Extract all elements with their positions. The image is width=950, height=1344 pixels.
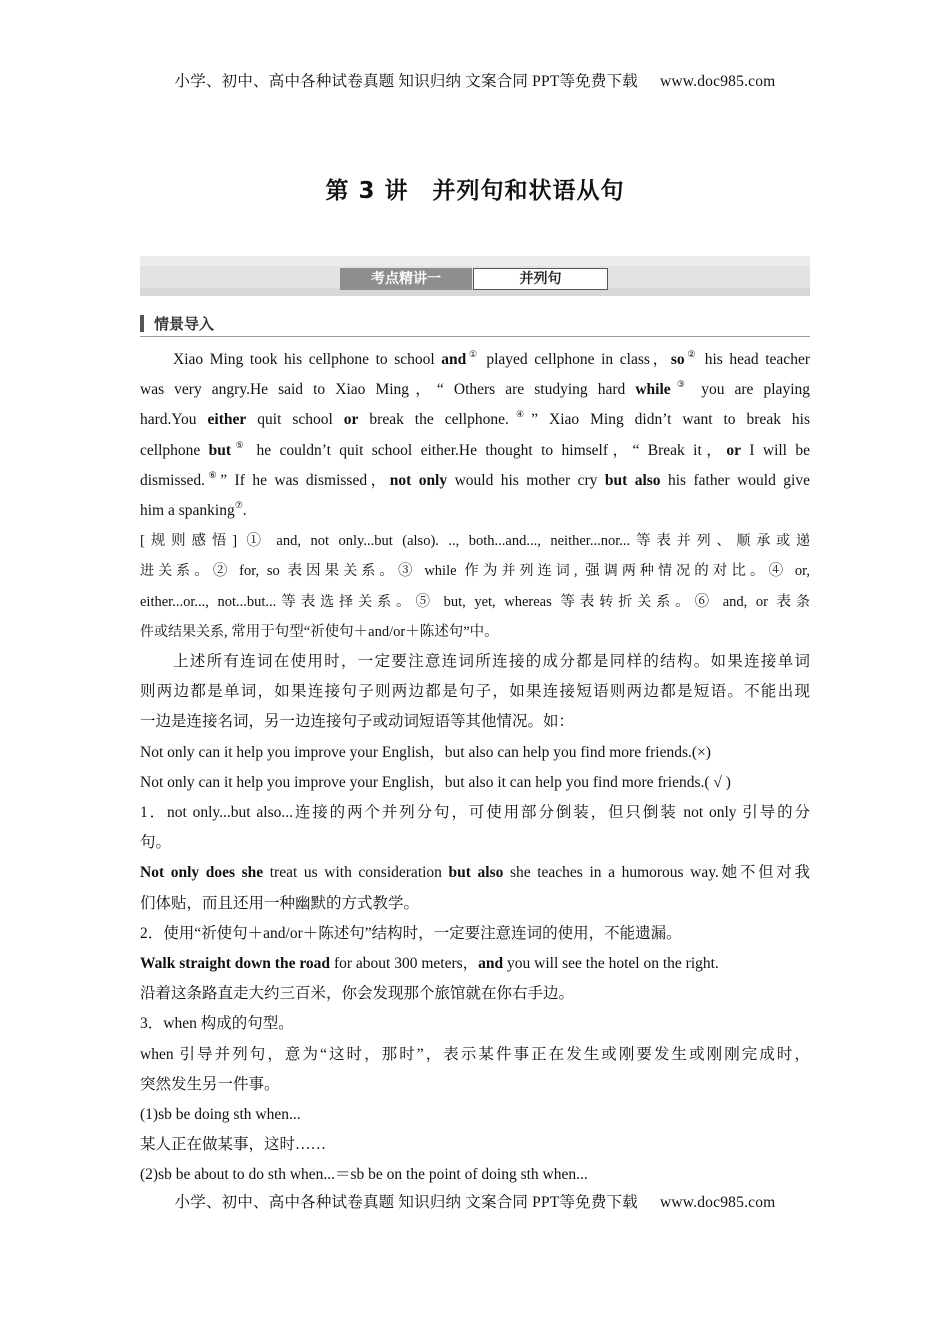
main-content bbox=[140, 345, 810, 1191]
page-header bbox=[0, 69, 950, 91]
story-line: cellphone but⑤ he couldn’t quit school either.He thought to himself，“ Break it，or I will be bbox=[140, 439, 810, 459]
section-band bbox=[140, 256, 810, 296]
heading-marker-icon bbox=[140, 315, 144, 332]
pattern-1-translation: 某人正在做某事，这时…… bbox=[140, 1136, 327, 1154]
point-2-translation: 沿着这条路直走大约三百米，你会发现那个旅馆就在你右手边。 bbox=[140, 985, 575, 1003]
story-line: Xiao Ming took his cellphone to school and① played cellphone in class，so② his head teacher bbox=[173, 349, 810, 368]
band-tab-topic: 考点精讲一 bbox=[340, 268, 472, 290]
point-1-example: Not only does she treat us with consideration but also she teaches in a humorous way.她不但对我 bbox=[140, 864, 810, 882]
rule-line: 件或结果关系, 常用于句型“祈使句＋and/or＋陈述句”中。 bbox=[140, 623, 499, 640]
pattern-1: (1)sb be doing sth when... bbox=[140, 1106, 301, 1124]
header-text: 小学、初中、高中各种试卷真题 知识归纳 文案合同 PPT等免费下载 bbox=[174, 73, 638, 90]
rule-line: [规则感悟] ① and, not only...but (also). .., both...and..., neither...nor...等表并列、顺承或递 bbox=[140, 533, 811, 550]
point-1-cont: 句。 bbox=[140, 834, 172, 852]
point-3-desc-cont: 突然发生另一件事。 bbox=[140, 1075, 280, 1093]
note-line: 一边是连接名词，另一边连接句子或动词短语等其他情况。如： bbox=[140, 713, 575, 731]
story-line: was very angry.He said to Xiao Ming，“ Others are studying hard while③ you are playing bbox=[140, 379, 810, 399]
note-line: 上述所有连词在使用时，一定要注意连词所连接的成分都是同样的结构。如果连接单词 bbox=[173, 653, 810, 671]
rule-line: 进关系。② for, so 表因果关系。③ while 作为并列连词, 强调两种情况的对比。④ or, bbox=[140, 563, 811, 580]
footer-text: 小学、初中、高中各种试卷真题 知识归纳 文案合同 PPT等免费下载 bbox=[174, 1194, 638, 1211]
example-right: Not only can it help you improve your English，but also it can help you find more friends.( √ ) bbox=[140, 773, 731, 791]
pattern-2: (2)sb be about to do sth when...＝sb be on the point of doing sth when... bbox=[140, 1166, 588, 1184]
band-tab-subtopic: 并列句 bbox=[473, 268, 608, 290]
page-footer bbox=[0, 1190, 950, 1212]
note-line: 则两边都是单词，如果连接句子则两边都是句子，如果连接短语则两边都是短语。不能出现 bbox=[140, 683, 810, 701]
point-3-desc: when 引导并列句，意为“这时，那时”，表示某件事正在发生或刚要发生或刚刚完成时， bbox=[140, 1045, 810, 1063]
story-line: him a spanking⑦. bbox=[140, 500, 247, 520]
footer-site[interactable]: www.doc985.com bbox=[659, 1194, 776, 1211]
point-3: 3．when 构成的句型。 bbox=[140, 1015, 294, 1033]
section-heading bbox=[140, 312, 810, 337]
section-heading-text: 情景导入 bbox=[154, 315, 215, 333]
point-2-example: Walk straight down the road for about 300 meters，and you will see the hotel on the right. bbox=[140, 955, 719, 973]
band-stripe-top bbox=[140, 256, 810, 266]
point-2: 2．使用“祈使句＋and/or＋陈述句”结构时，一定要注意连词的使用，不能遗漏。 bbox=[140, 924, 682, 942]
example-wrong: Not only can it help you improve your English，but also can help you find more friends.(×) bbox=[140, 743, 711, 761]
point-1: 1．not only...but also...连接的两个并列分句，可使用部分倒装，但只倒装 not only 引导的分 bbox=[140, 804, 810, 822]
story-line: hard.You either quit school or break the cellphone.④” Xiao Ming didn’t want to break his bbox=[140, 409, 811, 429]
page-title: 第 3 讲 并列句和状语从句 bbox=[325, 178, 625, 204]
point-1-translation: 们体贴，而且还用一种幽默的方式教学。 bbox=[140, 894, 420, 912]
story-line: dismissed.⑥” If he was dismissed，not only would his mother cry but also his father would give bbox=[140, 469, 810, 489]
rule-line: either...or..., not...but...等表选择关系。⑤ but, yet, whereas 等表转折关系。⑥ and, or 表条 bbox=[140, 593, 810, 610]
header-site[interactable]: www.doc985.com bbox=[659, 73, 776, 90]
